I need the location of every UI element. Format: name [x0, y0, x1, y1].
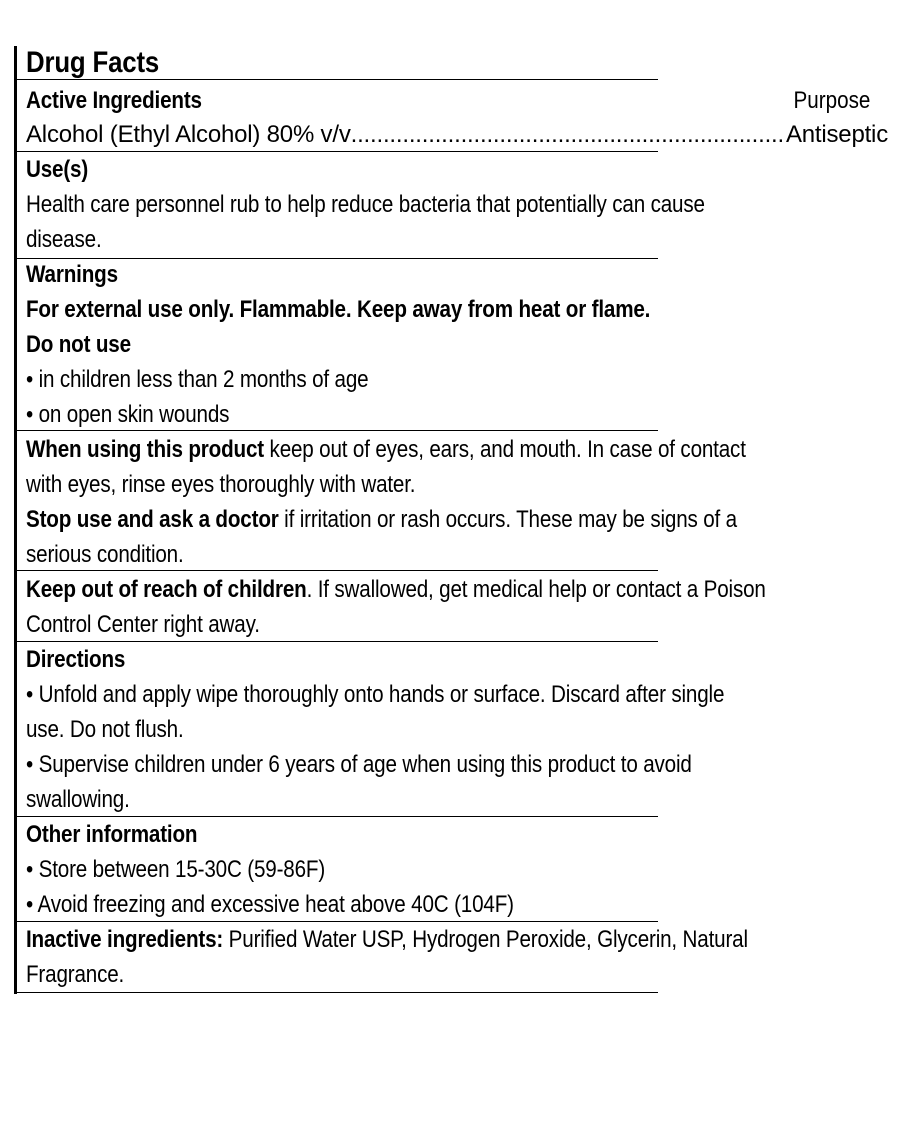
page-title: Drug Facts: [26, 46, 160, 79]
active-ingredient-name: Alcohol (Ethyl Alcohol) 80% v/v: [26, 121, 351, 148]
directions-item-line: use. Do not flush.: [26, 716, 184, 743]
title-section: [17, 46, 658, 80]
flammable-warning: For external use only. Flammable. Keep away from heat or flame.: [26, 296, 651, 323]
other-info-item: • Avoid freezing and excessive heat above 40C (104F): [26, 891, 514, 918]
other-info-item: • Store between 15-30C (59-86F): [26, 856, 326, 883]
when-using-line: with eyes, rinse eyes thoroughly with water.: [26, 471, 416, 498]
directions-item-line: • Unfold and apply wipe thoroughly onto hands or surface. Discard after single: [26, 681, 725, 708]
do-not-use-item: • on open skin wounds: [26, 401, 230, 428]
purpose-heading: Purpose: [793, 87, 870, 114]
directions-item-line: • Supervise children under 6 years of age when using this product to avoid: [26, 751, 692, 778]
uses-text-line: Health care personnel rub to help reduce bacteria that potentially can cause: [26, 191, 705, 218]
when-using-label: When using this product: [26, 436, 264, 463]
active-ingredient-purpose: Antiseptic: [785, 121, 888, 148]
stop-use-line: [26, 502, 737, 537]
inactive-ingredients-line: Fragrance.: [26, 961, 125, 988]
active-ingredients-heading: Active Ingredients: [26, 87, 202, 114]
keep-out-label: Keep out of reach of children: [26, 576, 307, 603]
dot-leader: [351, 117, 786, 152]
inactive-ingredients-line: [26, 922, 748, 957]
stop-use-line: serious condition.: [26, 541, 184, 568]
do-not-use-heading: Do not use: [26, 331, 131, 358]
directions-heading: Directions: [26, 646, 126, 673]
uses-text-line: disease.: [26, 226, 102, 253]
when-using-line: [26, 432, 746, 467]
inactive-ingredients-label: Inactive ingredients:: [26, 926, 224, 953]
drug-facts-panel: [14, 46, 906, 994]
when-using-text: keep out of eyes, ears, and mouth. In case of contact: [263, 436, 746, 463]
uses-heading: Use(s): [26, 156, 89, 183]
do-not-use-item: • in children less than 2 months of age: [26, 366, 369, 393]
stop-use-label: Stop use and ask a doctor: [26, 506, 279, 533]
active-ingredient-row: [26, 117, 888, 152]
keep-out-line: [26, 572, 766, 607]
keep-out-line: Control Center right away.: [26, 611, 260, 638]
stop-use-text: if irritation or rash occurs. These may be signs of a: [278, 506, 738, 533]
keep-out-text: . If swallowed, get medical help or contact a Poison: [306, 576, 766, 603]
directions-item-line: swallowing.: [26, 786, 130, 813]
inactive-ingredients-text: Purified Water USP, Hydrogen Peroxide, Glycerin, Natural: [223, 926, 748, 953]
other-info-heading: Other information: [26, 821, 198, 848]
warnings-heading: Warnings: [26, 261, 118, 288]
